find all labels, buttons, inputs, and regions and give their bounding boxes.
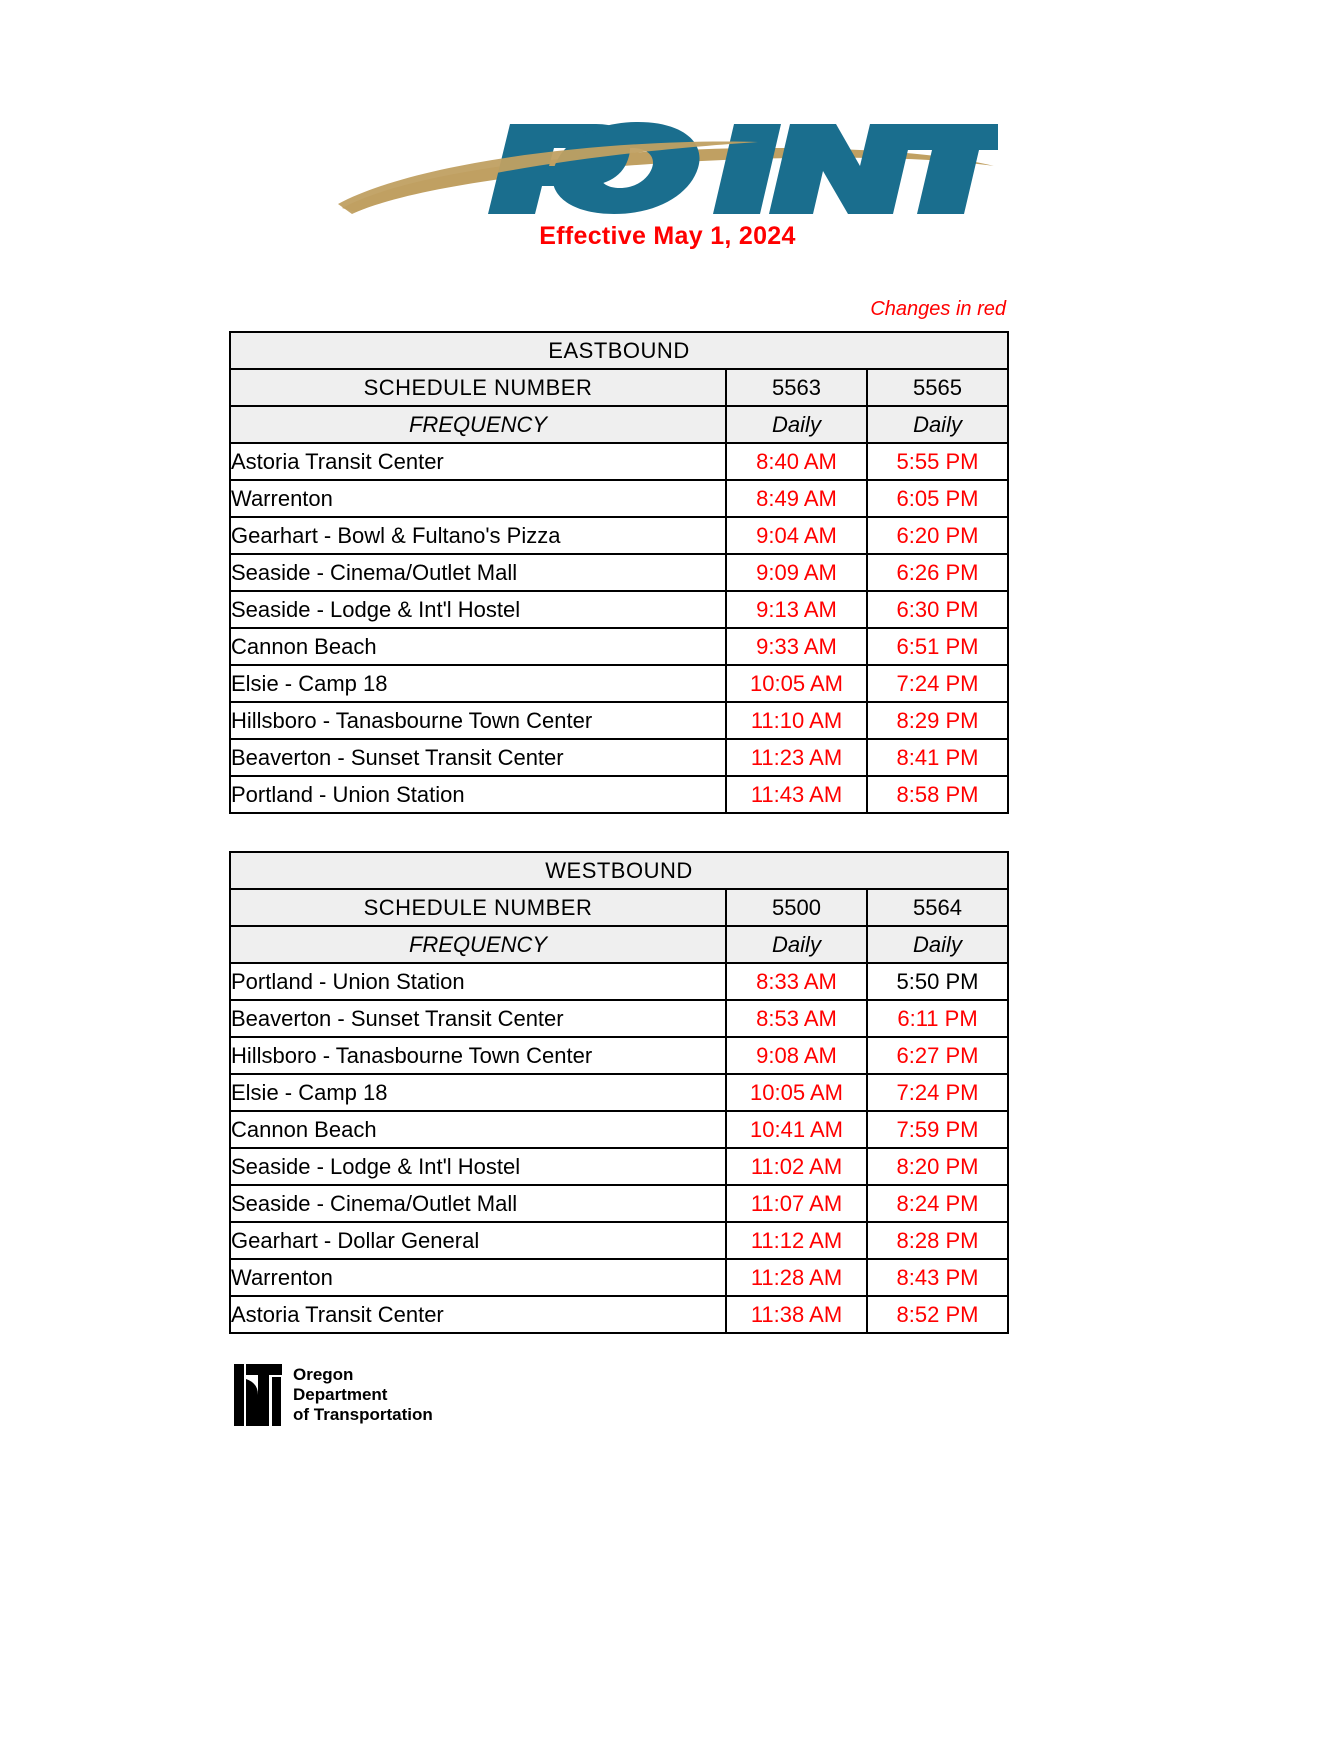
eastbound-rows-body	[230, 443, 1008, 813]
stop-name-cell: Portland - Union Station	[230, 776, 726, 813]
departure-time-cell: 9:13 AM	[726, 591, 867, 628]
table-row	[230, 776, 1008, 813]
westbound-frequency-row	[230, 926, 1008, 963]
westbound-schedule-number-label: SCHEDULE NUMBER	[230, 889, 726, 926]
eastbound-frequency-row	[230, 406, 1008, 443]
departure-time-cell: 8:49 AM	[726, 480, 867, 517]
departure-time-cell: 7:59 PM	[867, 1111, 1008, 1148]
stop-name-cell: Seaside - Cinema/Outlet Mall	[230, 554, 726, 591]
table-row	[230, 1148, 1008, 1185]
eastbound-frequency-2: Daily	[867, 406, 1008, 443]
table-row	[230, 963, 1008, 1000]
departure-time-cell: 11:12 AM	[726, 1222, 867, 1259]
effective-date-line: Effective May 1, 2024	[539, 222, 796, 250]
departure-time-cell: 11:38 AM	[726, 1296, 867, 1333]
westbound-frequency-1: Daily	[726, 926, 867, 963]
stop-name-cell: Hillsboro - Tanasbourne Town Center	[230, 1037, 726, 1074]
stop-name-cell: Astoria Transit Center	[230, 1296, 726, 1333]
stop-name-cell: Seaside - Lodge & Int'l Hostel	[230, 591, 726, 628]
westbound-schedule-number-row	[230, 889, 1008, 926]
stop-name-cell: Gearhart - Bowl & Fultano's Pizza	[230, 517, 726, 554]
table-row	[230, 443, 1008, 480]
stop-name-cell: Beaverton - Sunset Transit Center	[230, 1000, 726, 1037]
departure-time-cell: 8:24 PM	[867, 1185, 1008, 1222]
eastbound-direction-label: EASTBOUND	[230, 332, 1008, 369]
odot-logo	[232, 1362, 433, 1428]
departure-time-cell: 9:33 AM	[726, 628, 867, 665]
departure-time-cell: 11:23 AM	[726, 739, 867, 776]
table-row	[230, 591, 1008, 628]
departure-time-cell: 8:33 AM	[726, 963, 867, 1000]
table-row	[230, 517, 1008, 554]
departure-time-cell: 8:53 AM	[726, 1000, 867, 1037]
point-logo-graphic	[338, 112, 998, 220]
eastbound-schedule-table	[229, 331, 1009, 814]
stop-name-cell: Cannon Beach	[230, 628, 726, 665]
stop-name-cell: Warrenton	[230, 480, 726, 517]
stop-name-cell: Seaside - Cinema/Outlet Mall	[230, 1185, 726, 1222]
departure-time-cell: 7:24 PM	[867, 1074, 1008, 1111]
table-row	[230, 480, 1008, 517]
table-row	[230, 1185, 1008, 1222]
table-row	[230, 1000, 1008, 1037]
departure-time-cell: 8:43 PM	[867, 1259, 1008, 1296]
departure-time-cell: 6:27 PM	[867, 1037, 1008, 1074]
departure-time-cell: 11:43 AM	[726, 776, 867, 813]
departure-time-cell: 11:10 AM	[726, 702, 867, 739]
eastbound-frequency-1: Daily	[726, 406, 867, 443]
departure-time-cell: 10:05 AM	[726, 1074, 867, 1111]
westbound-schedule-number-1: 5500	[726, 889, 867, 926]
stop-name-cell: Elsie - Camp 18	[230, 665, 726, 702]
departure-time-cell: 8:20 PM	[867, 1148, 1008, 1185]
departure-time-cell: 5:50 PM	[867, 963, 1008, 1000]
departure-time-cell: 10:41 AM	[726, 1111, 867, 1148]
departure-time-cell: 7:24 PM	[867, 665, 1008, 702]
departure-time-cell: 8:58 PM	[867, 776, 1008, 813]
departure-time-cell: 5:55 PM	[867, 443, 1008, 480]
eastbound-direction-row	[230, 332, 1008, 369]
table-row	[230, 628, 1008, 665]
departure-time-cell: 9:09 AM	[726, 554, 867, 591]
westbound-schedule-table	[229, 851, 1009, 1334]
departure-time-cell: 11:28 AM	[726, 1259, 867, 1296]
eastbound-schedule-number-1: 5563	[726, 369, 867, 406]
table-row	[230, 1111, 1008, 1148]
table-row	[230, 1037, 1008, 1074]
table-row	[230, 1259, 1008, 1296]
stop-name-cell: Gearhart - Dollar General	[230, 1222, 726, 1259]
changes-in-red-note: Changes in red	[870, 298, 1006, 320]
westbound-rows-body	[230, 963, 1008, 1333]
stop-name-cell: Beaverton - Sunset Transit Center	[230, 739, 726, 776]
departure-time-cell: 11:07 AM	[726, 1185, 867, 1222]
departure-time-cell: 8:29 PM	[867, 702, 1008, 739]
eastbound-frequency-label: FREQUENCY	[230, 406, 726, 443]
odot-line-2: Department	[293, 1385, 388, 1405]
stop-name-cell: Warrenton	[230, 1259, 726, 1296]
stop-name-cell: Cannon Beach	[230, 1111, 726, 1148]
stop-name-cell: Hillsboro - Tanasbourne Town Center	[230, 702, 726, 739]
departure-time-cell: 6:20 PM	[867, 517, 1008, 554]
stop-name-cell: Seaside - Lodge & Int'l Hostel	[230, 1148, 726, 1185]
eastbound-schedule-number-label: SCHEDULE NUMBER	[230, 369, 726, 406]
eastbound-schedule-number-2: 5565	[867, 369, 1008, 406]
eastbound-schedule-number-row	[230, 369, 1008, 406]
odot-bridge-icon	[232, 1362, 284, 1428]
odot-line-3: of Transportation	[293, 1404, 433, 1424]
departure-time-cell: 6:11 PM	[867, 1000, 1008, 1037]
odot-agency-name	[293, 1365, 433, 1424]
table-row	[230, 1222, 1008, 1259]
odot-line-1: Oregon	[293, 1365, 354, 1385]
table-row	[230, 665, 1008, 702]
stop-name-cell: Portland - Union Station	[230, 963, 726, 1000]
departure-time-cell: 8:40 AM	[726, 443, 867, 480]
table-row	[230, 1296, 1008, 1333]
departure-time-cell: 6:30 PM	[867, 591, 1008, 628]
departure-time-cell: 8:28 PM	[867, 1222, 1008, 1259]
stop-name-cell: Astoria Transit Center	[230, 443, 726, 480]
departure-time-cell: 8:52 PM	[867, 1296, 1008, 1333]
stop-name-cell: Elsie - Camp 18	[230, 1074, 726, 1111]
departure-time-cell: 6:51 PM	[867, 628, 1008, 665]
point-logo	[0, 112, 1335, 222]
departure-time-cell: 11:02 AM	[726, 1148, 867, 1185]
table-row	[230, 702, 1008, 739]
westbound-frequency-2: Daily	[867, 926, 1008, 963]
departure-time-cell: 9:08 AM	[726, 1037, 867, 1074]
table-row	[230, 1074, 1008, 1111]
table-row	[230, 554, 1008, 591]
westbound-frequency-label: FREQUENCY	[230, 926, 726, 963]
departure-time-cell: 6:26 PM	[867, 554, 1008, 591]
table-row	[230, 739, 1008, 776]
departure-time-cell: 10:05 AM	[726, 665, 867, 702]
departure-time-cell: 6:05 PM	[867, 480, 1008, 517]
westbound-direction-row	[230, 852, 1008, 889]
westbound-schedule-number-2: 5564	[867, 889, 1008, 926]
departure-time-cell: 8:41 PM	[867, 739, 1008, 776]
departure-time-cell: 9:04 AM	[726, 517, 867, 554]
westbound-direction-label: WESTBOUND	[230, 852, 1008, 889]
